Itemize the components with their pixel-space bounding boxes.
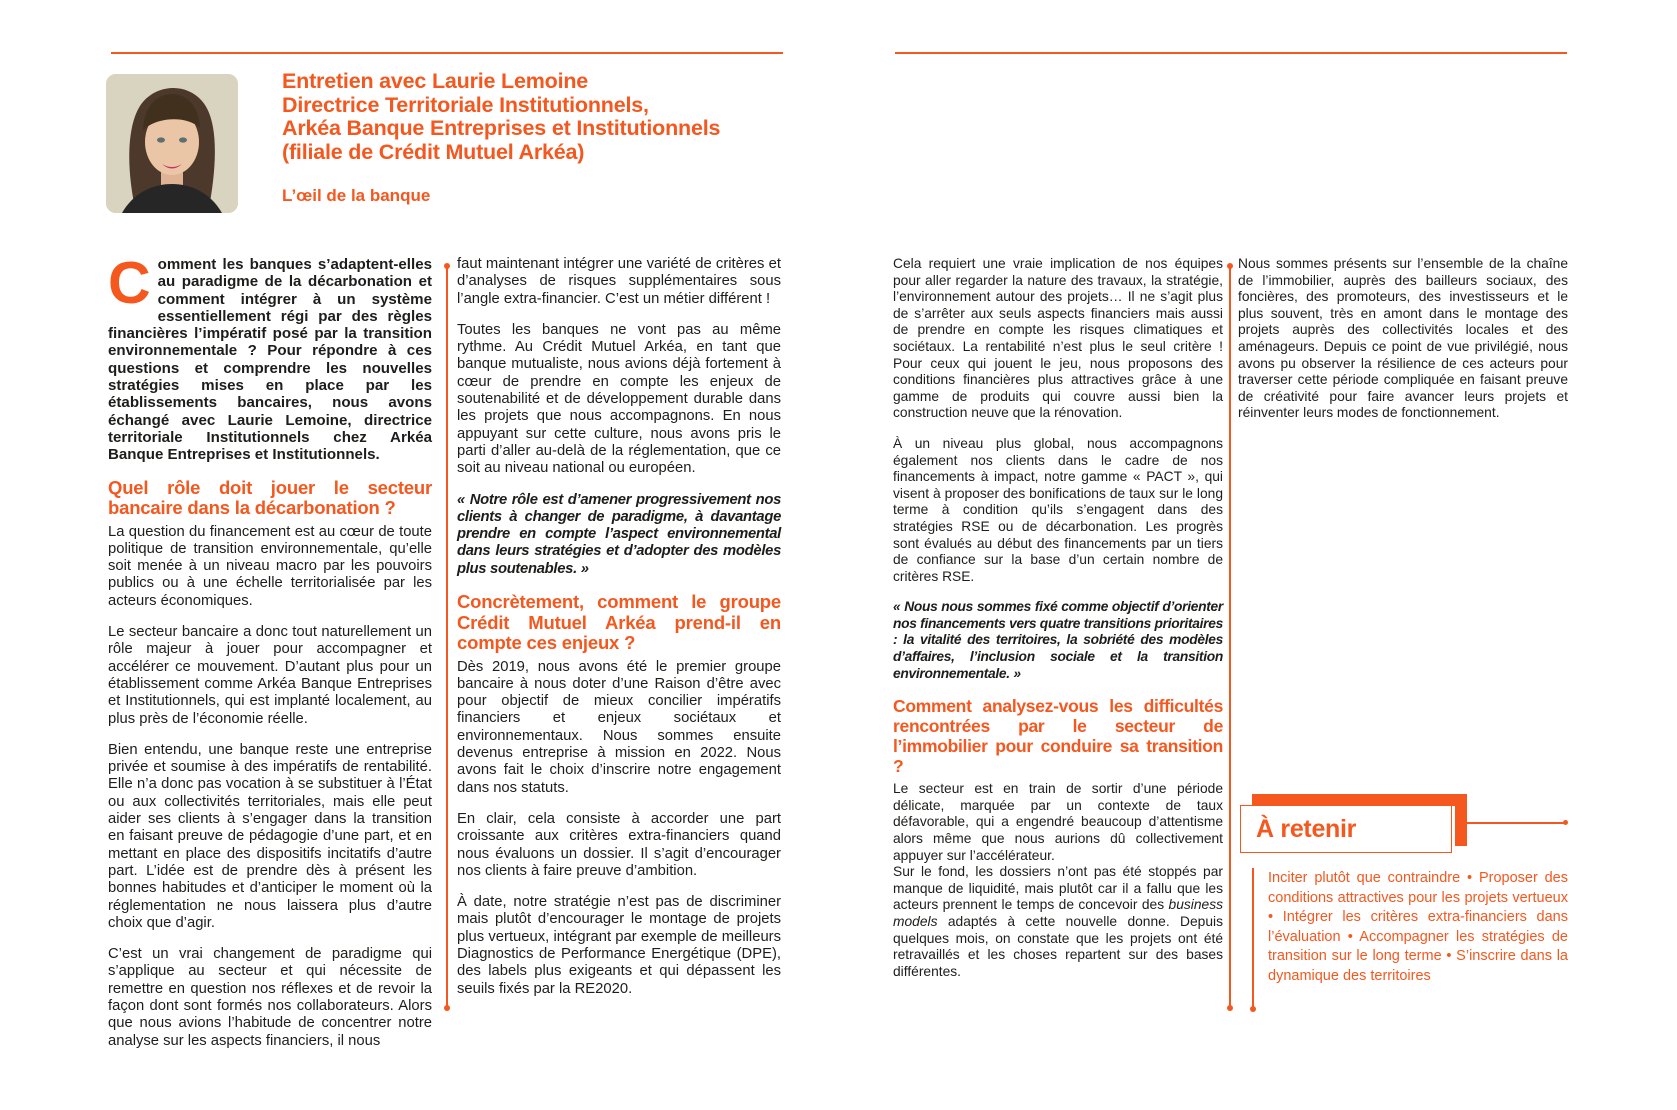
portrait-photo — [106, 74, 238, 213]
paragraph-part: Le secteur est en train de sortir d’une période délicate, marquée par un contexte de taux défavorable, qui a engendré beaucoup d’attentisme alors même que nous aurions dû collectivement appuyer sur l’accélérateur. — [893, 781, 1223, 863]
paragraph: Le secteur bancaire a donc tout naturellement un rôle majeur à jouer pour accompagner et accélérer ce mouvement. D’autant plus pour un établissement comme Arkéa Banque Entreprises et Institutionnels, qui est implanté localement, au plus près de l’économie réelle. — [108, 624, 432, 727]
key-takeaways-title: À retenir — [1256, 815, 1357, 843]
text-column-2 — [457, 256, 781, 1012]
paragraph: La question du financement est au cœur de toute politique de transition environnementale, qu’elle soit menée à un niveau macro par les pouvoirs publics ou à une échelle territorialisée par les acteurs économiques. — [108, 523, 432, 609]
key-takeaways-text: Inciter plutôt que contraindre • Proposer des conditions attractives pour les projets vertueux • Intégrer les critères extra-financiers dans l’évaluation • Accompagner les stratégies de transition sur le long terme • S’inscrire dans la dynamique des territoires — [1268, 870, 1568, 984]
title-line-4: (filiale de Crédit Mutuel Arkéa) — [282, 139, 585, 164]
section-heading-q2: Concrètement, comment le groupe Crédit Mutuel Arkéa prend-il en compte ces enjeux ? — [457, 591, 781, 654]
key-takeaways-box — [1240, 805, 1452, 853]
paragraph: Bien entendu, une banque reste une entreprise privée et soumise à des impératifs de rentabilité. Elle n’a donc pas vocation à se substituer à l’État ou aux collectivités territoriales, mais elle peut aider ses clients à s’engager dans la transition en faisant preuve de pédagogie d’une part, et en mettant en place des dispositifs incitatifs d’autre part. L’idée est de prendre dès à présent les bonnes habitudes et d’anticiper le moment où la réglementation ne nous laissera plus d’autre choix que d’agir. — [108, 741, 432, 931]
portrait-illustration — [106, 74, 238, 213]
takeaways-accent-bar-right — [1455, 794, 1467, 846]
paragraph: À un niveau plus global, nous accompagnons également nos clients dans le cadre de nos financements à impact, notre gamme « PACT », qui visent à proposer des bonifications de taux sur le long terme à condition qu’ils s’engagent dans des stratégies RSE ou de décarbonation. Les progrès sont évalués au début des financements par un tiers de confiance sur la base d’un certain nombre de critères RSE. — [893, 435, 1223, 584]
text-column-3 — [893, 256, 1223, 994]
paragraph: Nous sommes présents sur l’ensemble de la chaîne de l’immobilier, auprès des bailleurs sociaux, des foncières, des promoteurs, des investisseurs et le plus souvent, très en amont dans le montage des projets auprès des collectivités locales et des aménageurs. Depuis ce point de vue privilégié, nous avons pu observer la résilience de ces acteurs pour traverser cette période compliquée en faisant preuve de créativité pour faire avancer leurs projets et réinventer leurs modes de fonctionnement. — [1238, 256, 1568, 421]
intro-text: omment les banques s’adaptent-elles au paradigme de la décarbonation et comment intégrer à un système essentiellement régi par des règles financières l’impératif posé par la transition environnementale ? Pour répondre à ces questions et comprendre les nouvelles stratégies mises en place par les établissements bancaires, nous avons échangé avec Laurie Lemoine, directrice territoriale Institutionnels chez Arkéa Banque Entreprises et Institutionnels. — [108, 256, 432, 464]
column-separator — [446, 267, 448, 1007]
paragraph: C’est un vrai changement de paradigme qui s’applique au secteur et qui nécessite de remettre en question nos réflexes et de revoir la façon dont sont formés nos collaborateurs. Alors que nous avions l’habitude de concentrer notre analyse sur les aspects financiers, il nous — [108, 946, 432, 1049]
title-line-3: Arkéa Banque Entreprises et Institutionnels — [282, 116, 721, 140]
paragraph: Dès 2019, nous avons été le premier groupe bancaire à nous doter d’une Raison d’être avec pour objectif de mieux concilier impératifs financiers et enjeux sociétaux et environnementaux. Nous sommes ensuite devenus entreprise à mission en 2022. Nous avons fait le choix d’inscrire notre engagement dans nos statuts. — [457, 658, 781, 796]
paragraph: Toutes les banques ne vont pas au même rythme. Au Crédit Mutuel Arkéa, en tant que banque mutualiste, nous avions déjà fortement à cœur de prendre en compte les enjeux de soutenabilité et de développement durable dans les projets que nous accompagnons. En nous appuyant sur cette culture, nous avons pris le parti d’aller au-delà de la réglementation, que ce soit au niveau national ou européen. — [457, 321, 781, 477]
takeaways-left-rule — [1252, 868, 1254, 1008]
article-subtitle: L’œil de la banque — [282, 186, 431, 205]
title-line-2: Directrice Territoriale Institutionnels, — [282, 92, 649, 117]
italic-term: business models — [893, 897, 1223, 929]
article-title — [282, 70, 762, 164]
drop-cap: C — [108, 250, 151, 316]
intro-paragraph — [108, 250, 432, 464]
section-heading-q1: Quel rôle doit jouer le secteur bancaire dans la décarbonation ? — [108, 476, 432, 519]
paragraph: À date, notre stratégie n’est pas de discriminer mais plutôt d’encourager le montage de projets plus vertueux, intégrant par exemple de meilleurs Diagnostics de Performance Energétique (DPE), des labels plus exigeants et qui dépassent les seuils fixés par la RE2020. — [457, 894, 781, 997]
page-top-rule-right — [895, 52, 1567, 54]
paragraph: Cela requiert une vraie implication de nos équipes pour aller regarder la nature des travaux, la stratégie, l’environnement autour des projets… Il ne s’agit plus de s’arrêter aux seuls aspects financiers mais aussi de prendre en compte les risques climatiques et sociétaux. La rentabilité n’est plus le seul critère ! Pour ceux qui jouent le jeu, nous proposons des conditions financières plus attractives grâce à une gamme de produits qui couvre aussi bien la construction neuve que la rénovation. — [893, 256, 1223, 421]
section-heading-q3: Comment analysez-vous les difficultés rencontrées par le secteur de l’immobilier pour conduire sa transition ? — [893, 696, 1223, 777]
pull-quote: « Notre rôle est d’amener progressivement nos clients à changer de paradigme, à davantage prendre en compte l’aspect environnemental dans leurs stratégies et d’adopter des modèles plus soutenables. » — [457, 491, 781, 577]
paragraph-part: Sur le fond, les dossiers n’ont pas été stoppés par manque de liquidité, mais plutôt car il a fallu que les acteurs prennent le temps de concevoir des — [893, 864, 1223, 913]
page-top-rule-left — [111, 52, 783, 54]
paragraph-part: adaptés à cette nouvelle donne. Depuis quelques mois, on constate que les projets ont été retravaillés et les choses repartent sur des bases différentes. — [893, 914, 1223, 979]
paragraph: faut maintenant intégrer une variété de critères et d’analyses de risques supplémentaires sous l’angle extra-financier. C’est un métier différent ! — [457, 256, 781, 307]
text-column-4 — [1238, 256, 1568, 436]
title-line-1: Entretien avec Laurie Lemoine — [282, 69, 589, 93]
text-column-1 — [108, 250, 432, 1064]
paragraph — [893, 781, 1223, 980]
pull-quote: « Nous nous sommes fixé comme objectif d’orienter nos financements vers quatre transitions prioritaires : la vitalité des territoires, la sobriété des modèles d’affaires, l’inclusion sociale et la transition environnementale. » — [893, 599, 1223, 681]
paragraph: En clair, cela consiste à accorder une part croissante aux critères extra-financiers quand nous évaluons un dossier. Il s’agit d’encourager nos clients à faire preuve d’ambition. — [457, 810, 781, 879]
takeaways-pointer-line — [1467, 822, 1564, 824]
column-separator — [1229, 267, 1231, 1007]
